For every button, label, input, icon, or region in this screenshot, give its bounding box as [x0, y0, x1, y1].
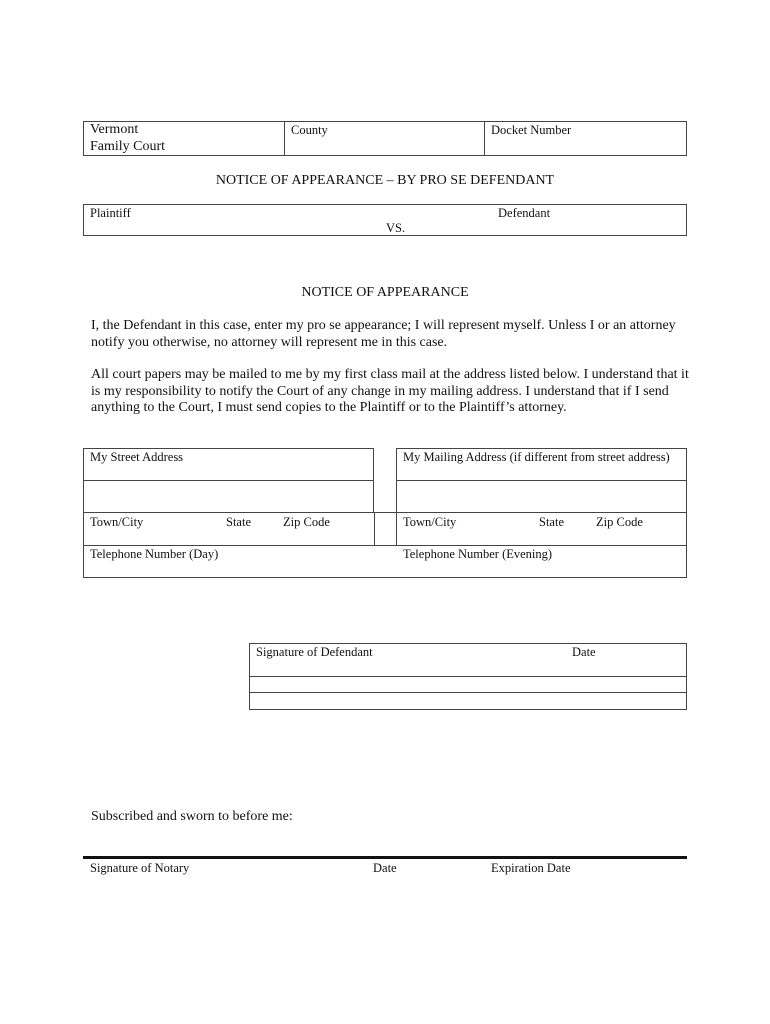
defendant-date-label: Date: [572, 645, 596, 659]
defendant-date-field[interactable]: [560, 644, 686, 675]
phone-evening-field[interactable]: [397, 546, 686, 577]
plaintiff-field[interactable]: [84, 205, 374, 235]
plaintiff-label: Plaintiff: [90, 206, 131, 220]
phone-day-label: Telephone Number (Day): [90, 547, 219, 561]
zip-code-label-right: Zip Code: [596, 515, 643, 529]
phone-day-field[interactable]: [84, 546, 373, 577]
state-label-left: State: [226, 515, 251, 529]
notary-signature-label: Signature of Notary: [90, 861, 190, 875]
section-title: NOTICE OF APPEARANCE: [301, 285, 469, 300]
notary-expiration-label: Expiration Date: [491, 861, 571, 875]
notary-expiration-field[interactable]: [485, 826, 687, 855]
mailing-address-field[interactable]: [397, 481, 686, 512]
town-city-label-left: Town/City: [90, 515, 144, 529]
form-title: NOTICE OF APPEARANCE – BY PRO SE DEFENDANT: [215, 173, 555, 188]
notary-signature-line: [83, 856, 687, 859]
defendant-signature-label: Signature of Defendant: [256, 645, 373, 659]
docket-number-field[interactable]: [485, 122, 686, 155]
street-address-field[interactable]: [84, 481, 373, 512]
county-field[interactable]: [285, 122, 483, 155]
town-state-zip-field-left[interactable]: [84, 513, 373, 544]
state-label-right: State: [539, 515, 564, 529]
defendant-signature-field[interactable]: [250, 644, 550, 675]
docket-number-label: Docket Number: [491, 123, 572, 137]
phone-evening-label: Telephone Number (Evening): [403, 547, 553, 561]
notary-date-label: Date: [373, 861, 397, 875]
defendant-label: Defendant: [498, 206, 551, 220]
signature-divider-2: [249, 692, 687, 693]
signature-divider-1: [249, 676, 687, 677]
town-state-zip-field-right[interactable]: [397, 513, 686, 544]
mailing-paragraph: All court papers may be mailed to me by my first class mail at the address listed below. I understand that it is my responsibility to notify the Court of any change in my mailing address. I understand that if I send anything to the Court, I must send copies to the Plaintiff or to the Plaintiff’s attorney.: [91, 367, 689, 415]
court-name-line2: Family Court: [90, 139, 166, 154]
zip-code-label-left: Zip Code: [283, 515, 330, 529]
street-address-label: My Street Address: [90, 450, 184, 464]
defendant-field[interactable]: [420, 205, 686, 235]
notary-date-field[interactable]: [365, 826, 483, 855]
notary-signature-field[interactable]: [83, 826, 363, 855]
appearance-paragraph: I, the Defendant in this case, enter my pro se appearance; I will represent myself. Unless I or an attorney notify you otherwise, no attorney will represent me in this case.: [91, 318, 676, 350]
court-name-line1: Vermont: [90, 122, 139, 137]
town-city-label-right: Town/City: [403, 515, 457, 529]
county-field-label: County: [291, 123, 328, 137]
sworn-statement: Subscribed and sworn to before me:: [91, 809, 293, 824]
versus-label: VS.: [386, 221, 406, 235]
town-center-divider: [374, 512, 375, 545]
mailing-address-label: My Mailing Address (if different from street address): [403, 450, 670, 464]
